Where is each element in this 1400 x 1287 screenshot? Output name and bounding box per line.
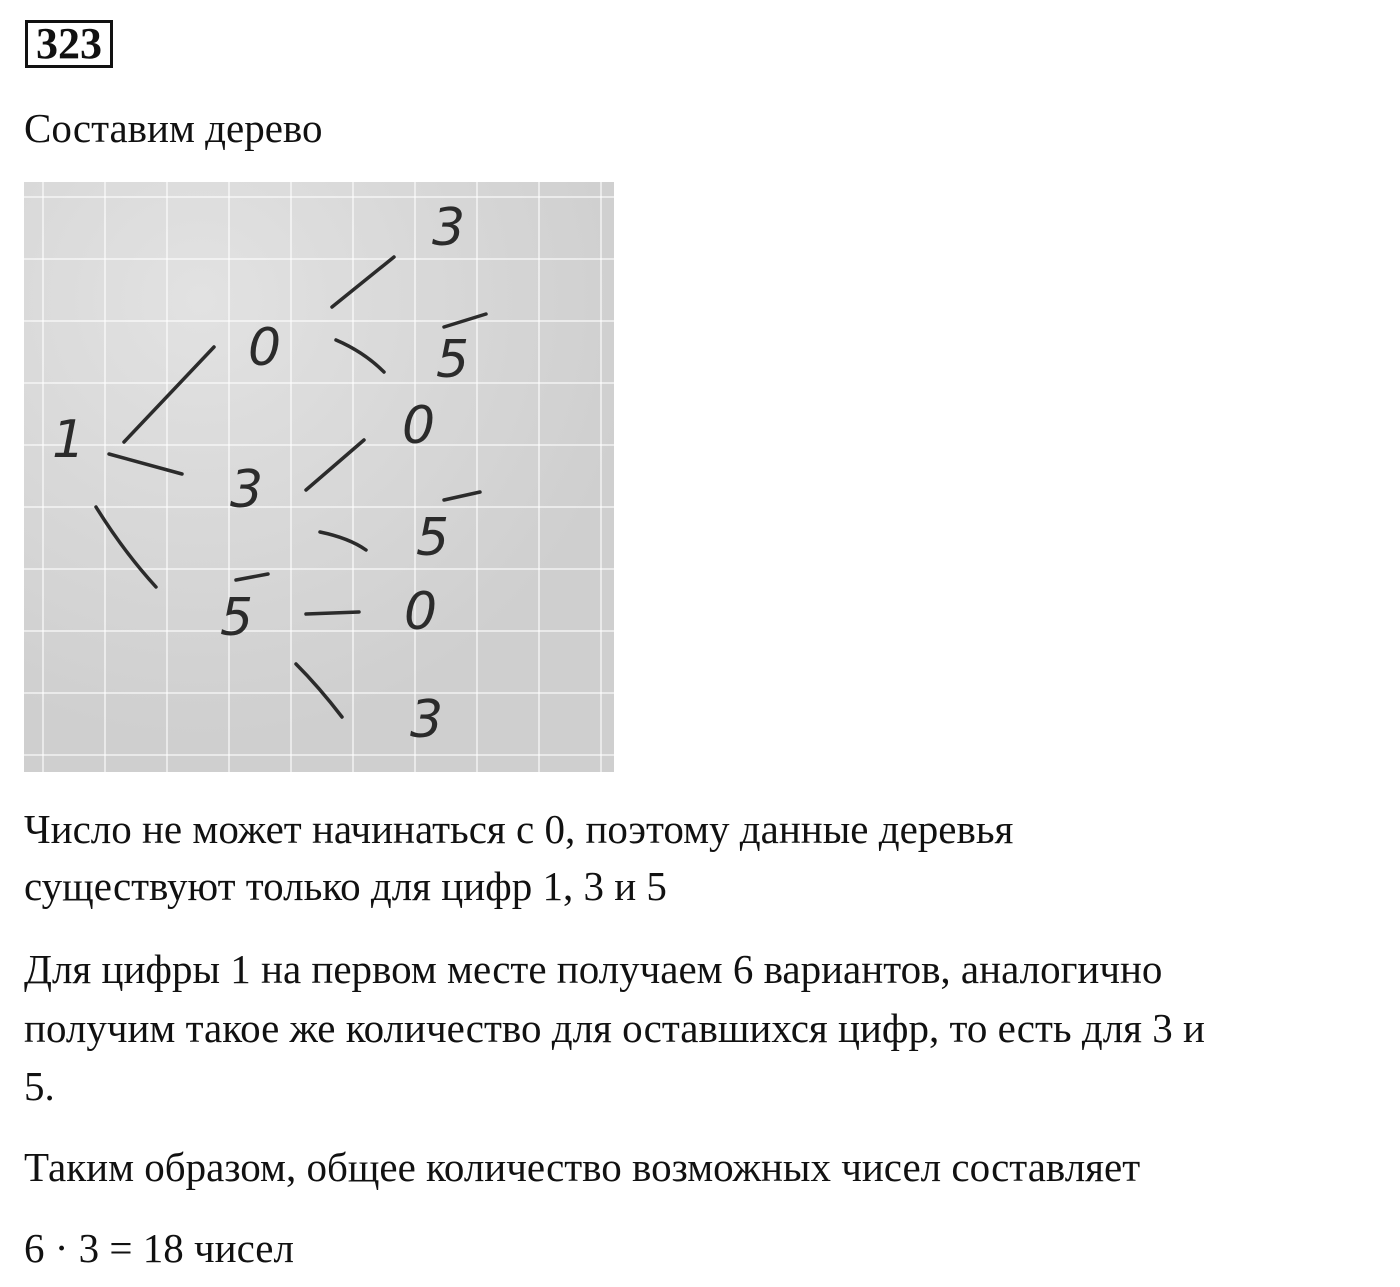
task-number: 323	[25, 20, 113, 68]
tree-node-l2-0: 0	[248, 318, 282, 378]
paragraph-3: Таким образом, общее количество возможных чисел составляет	[24, 1144, 1141, 1190]
intro-text: Составим дерево	[24, 105, 323, 151]
paragraph-2-line-2: получим такое же количество для оставшихся цифр, то есть для 3 и	[24, 1005, 1205, 1051]
branch-5-3	[296, 664, 342, 717]
paragraph-2-line-1: Для цифры 1 на первом месте получаем 6 вариантов, аналогично	[24, 946, 1163, 992]
branch-1-0	[124, 347, 214, 442]
branch-3-0	[306, 440, 364, 490]
tree-node-l3-1-a: 0	[402, 396, 436, 456]
tree-node-l3-2-b: 3	[410, 690, 444, 750]
tree-node-l3-1-b: 5	[416, 508, 450, 568]
result-formula: 6 · 3 = 18 чисел	[24, 1225, 294, 1271]
branch-1-3	[109, 454, 182, 474]
branch-3-5	[320, 532, 366, 550]
tree-node-l2-1: 3	[230, 460, 264, 520]
branch-0-3	[332, 257, 394, 307]
paragraph-1-line-2: существуют только для цифр 1, 3 и 5	[24, 863, 667, 909]
branch-1-5	[96, 507, 156, 587]
tree-diagram-photo	[24, 182, 614, 772]
tree-node-l3-2-a: 0	[404, 582, 438, 642]
paragraph-1-line-1: Число не может начинаться с 0, поэтому данные деревья	[24, 806, 1014, 852]
paragraph-2-line-3: 5.	[24, 1063, 55, 1109]
branch-0-5	[336, 340, 384, 372]
tree-node-l3-0-b: 5	[436, 330, 470, 390]
tree-node-root: 1	[52, 410, 86, 470]
branch-5-0	[306, 612, 359, 614]
tree-branches	[24, 182, 614, 772]
tree-node-l2-2: 5	[220, 588, 254, 648]
tree-node-l3-0-a: 3	[432, 198, 466, 258]
